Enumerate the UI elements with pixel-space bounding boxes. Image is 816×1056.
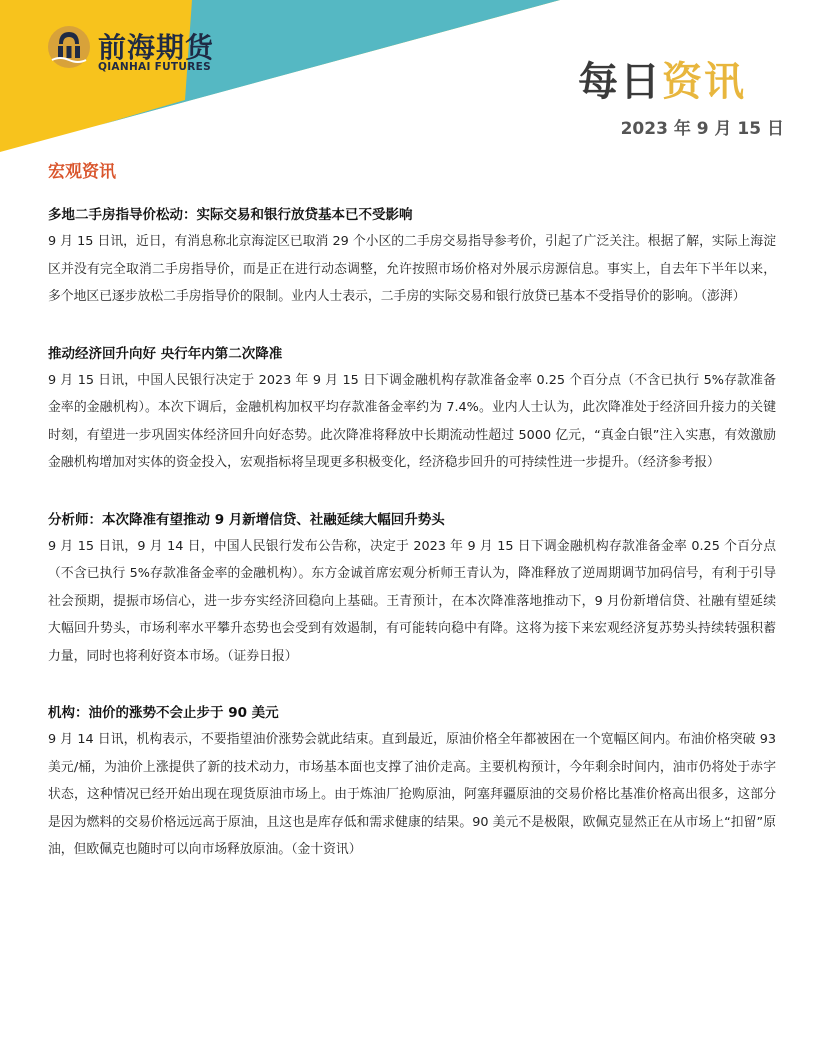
article: [48, 202, 776, 311]
article-title: 推动经济回升向好 央行年内第二次降准: [48, 345, 283, 362]
section-title-macro-news: 宏观资讯: [48, 162, 116, 182]
article: [48, 341, 776, 477]
main-content: [48, 160, 776, 894]
page-header: [0, 0, 816, 160]
article-title: 分析师：本次降准有望推动 9 月新增信贷、社融延续大幅回升势头: [48, 511, 445, 528]
title-part-news: 资讯: [662, 59, 746, 105]
logo-chinese-name: 前海期货: [98, 31, 215, 64]
report-date: 2023 年 9 月 15 日: [620, 119, 784, 139]
logo-english-name: QIANHAI FUTURES: [98, 61, 211, 73]
article: [48, 700, 776, 864]
article-body: 9 月 14 日讯，机构表示，不要指望油价涨势会就此结束。直到最近，原油价格全年都被困在一个宽幅区间内。布油价格突破 93 美元/桶，为油价上涨提供了新的技术动力，市场基本面也支撑了油价走高。主要机构预计，今年剩余时间内，油市仍将处于赤字状态，这种情况已经开始出现在现货原油市场上。由于炼油厂抢购原油，阿塞拜疆原油的交易价格比基准价格高出很多，这部分是因为燃料的交易价格远远高于原油，且这也是库存低和需求健康的结果。90 美元不是极限，欧佩克显然正在从市场上“扣留”原油，但欧佩克也随时可以向市场释放原油。（金十资讯）: [48, 732, 776, 857]
article-title: 机构：油价的涨势不会止步于 90 美元: [48, 705, 279, 721]
title-part-daily: 每日: [578, 59, 662, 105]
article-title: 多地二手房指导价松动：实际交易和银行放贷基本已不受影响: [48, 207, 413, 223]
article-body: 9 月 15 日讯，近日，有消息称北京海淀区已取消 29 个小区的二手房交易指导参考价，引起了广泛关注。根据了解，实际上海淀区并没有完全取消二手房指导价，而是正在进行动态调整，允许按照市场价格对外展示房源信息。事实上，自去年下半年以来，多个地区已逐步放松二手房指导价的限制。业内人士表示，二手房的实际交易和银行放贷已基本不受指导价的影响。（澎湃）: [48, 234, 776, 304]
company-logo: [46, 24, 222, 76]
page-title: [578, 50, 746, 107]
article: [48, 507, 776, 671]
article-body: 9 月 15 日讯，中国人民银行决定于 2023 年 9 月 15 日下调金融机构存款准备金率 0.25 个百分点（不含已执行 5%存款准备金率的金融机构）。本次下调后，金融机构加权平均存款准备金率约为 7.4%。业内人士认为，此次降准处于经济回升接力的关键时刻，有望进一步巩固实体经济回升向好态势。此次降准将释放中长期流动性超过 5000 亿元，“真金白银”注入实惠，有效激励金融机构增加对实体的资金投入，宏观指标将呈现更多积极变化，经济稳步回升的可持续性进一步提升。（经济参考报）: [48, 372, 776, 470]
article-body: 9 月 15 日讯，9 月 14 日，中国人民银行发布公告称，决定于 2023 年 9 月 15 日下调金融机构存款准备金率 0.25 个百分点（不含已执行 5%存款准备金率的金融机构）。东方金诚首席宏观分析师王青认为，降准释放了逆周期调节加码信号，有利于引导社会预期，提振市场信心，进一步夯实经济回稳向上基础。王青预计，在本次降准落地推动下，9 月份新增信贷、社融有望延续大幅回升势头，市场利率水平攀升态势也会受到有效遏制，有可能转向稳中有降。这将为接下来宏观经济复苏势头持续转强积蓄力量，同时也将利好资本市场。（证券日报）: [48, 538, 776, 664]
qianhai-logo-icon: [46, 24, 92, 70]
